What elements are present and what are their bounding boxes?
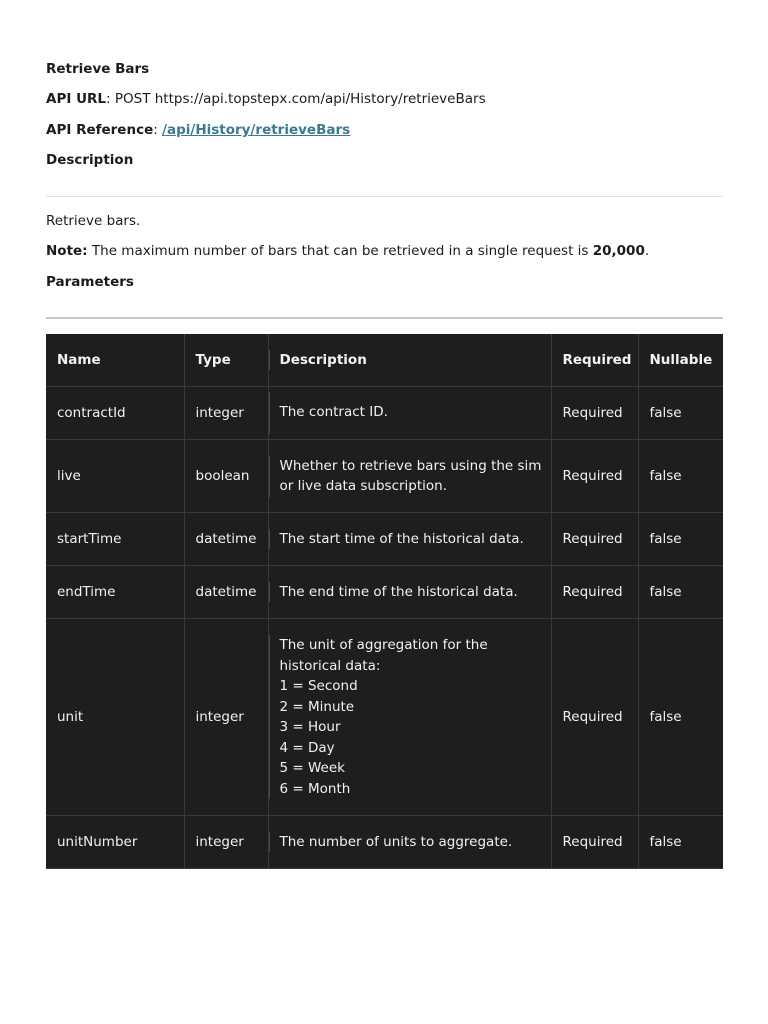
table-header-row — [46, 334, 723, 387]
parameters-heading: Parameters — [46, 274, 134, 290]
param-description-content — [269, 635, 551, 799]
table-row — [46, 440, 723, 513]
unit-option: 3 = Hour — [279, 719, 341, 735]
param-nullable: false — [638, 816, 723, 869]
parameters-table — [46, 334, 723, 869]
table-row — [46, 816, 723, 869]
table-row — [46, 387, 723, 440]
param-required: Required — [551, 440, 638, 513]
note-period: . — [644, 243, 650, 259]
param-name: unitNumber — [46, 816, 184, 869]
divider — [46, 317, 723, 319]
param-name: live — [46, 440, 184, 513]
unit-option: 5 = Week — [279, 760, 345, 776]
unit-option: 1 = Second — [279, 678, 358, 694]
param-description — [268, 513, 551, 566]
unit-option: 4 = Day — [279, 739, 335, 756]
param-description-text: The start time of the historical data. — [269, 529, 551, 550]
param-description — [268, 619, 551, 816]
param-description — [268, 387, 551, 440]
param-type: integer — [184, 816, 268, 869]
table-row — [46, 566, 723, 619]
description-heading: Description — [46, 152, 134, 168]
param-nullable: false — [638, 387, 723, 440]
param-name: unit — [46, 619, 184, 816]
api-url-label: API URL — [46, 91, 107, 107]
param-type: integer — [184, 619, 268, 816]
column-header-description — [268, 334, 551, 387]
api-reference-link[interactable]: /api/History/retrieveBars — [162, 122, 351, 138]
param-required: Required — [551, 513, 638, 566]
column-header-description-label: Description — [269, 350, 551, 371]
note-label: Note: — [46, 243, 88, 259]
note-value: 20,000 — [592, 243, 645, 259]
param-description — [268, 566, 551, 619]
param-description — [268, 440, 551, 513]
param-type: datetime — [184, 513, 268, 566]
param-description-text: The end time of the historical data. — [269, 582, 551, 603]
note-line — [46, 242, 649, 260]
param-required: Required — [551, 619, 638, 816]
param-nullable: false — [638, 619, 723, 816]
param-description — [268, 816, 551, 869]
page-title: Retrieve Bars — [46, 61, 150, 77]
column-header-required: Required — [551, 334, 638, 387]
param-name: startTime — [46, 513, 184, 566]
unit-option: 2 = Minute — [279, 698, 355, 715]
api-url-value: POST https://api.topstepx.com/api/History/retrieveBars — [114, 91, 486, 107]
param-required: Required — [551, 566, 638, 619]
param-nullable: false — [638, 566, 723, 619]
column-header-nullable: Nullable — [638, 334, 723, 387]
note-text: The maximum number of bars that can be retrieved in a single request is — [91, 243, 589, 259]
table-row — [46, 513, 723, 566]
param-description-text: Whether to retrieve bars using the sim or live data subscription. — [269, 456, 551, 497]
param-description-text: The number of units to aggregate. — [269, 832, 551, 853]
api-reference-line: API Reference: /api/History/retrieveBars — [46, 122, 351, 138]
param-nullable: false — [638, 440, 723, 513]
param-required: Required — [551, 816, 638, 869]
table-row — [46, 619, 723, 816]
api-url-line: API URL: POST https://api.topstepx.com/api/History/retrieveBars — [46, 91, 486, 107]
param-name: endTime — [46, 566, 184, 619]
param-name: contractId — [46, 387, 184, 440]
param-required: Required — [551, 387, 638, 440]
param-description-text: The unit of aggregation for the historical data: — [279, 637, 488, 674]
column-header-type: Type — [184, 334, 268, 387]
unit-option: 6 = Month — [279, 780, 351, 797]
param-nullable: false — [638, 513, 723, 566]
param-type: datetime — [184, 566, 268, 619]
description-text: Retrieve bars. — [46, 213, 141, 229]
column-header-name: Name — [46, 334, 184, 387]
divider — [46, 196, 723, 197]
param-type: integer — [184, 387, 268, 440]
param-type: boolean — [184, 440, 268, 513]
param-description-text: The contract ID. — [269, 392, 551, 434]
api-reference-label: API Reference — [46, 122, 154, 138]
